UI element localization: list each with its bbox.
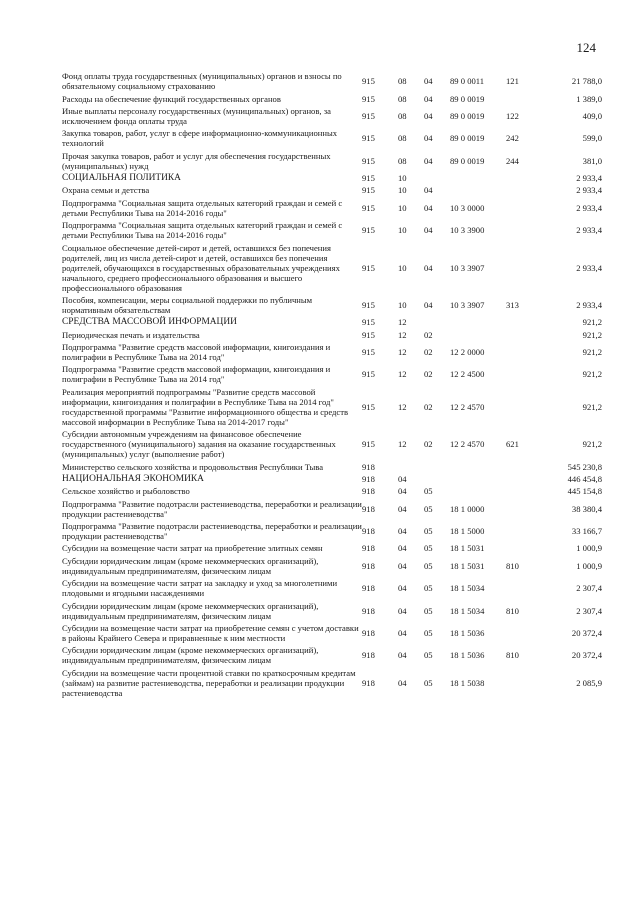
amount: 921,2	[582, 369, 602, 380]
subsection-code: 04	[424, 225, 433, 236]
amount: 1 000,9	[576, 543, 602, 554]
table-row	[62, 555, 602, 577]
subsection-code: 04	[424, 262, 433, 273]
section-code: 10	[398, 299, 407, 310]
table-row	[62, 542, 602, 554]
target-article-code	[450, 172, 506, 184]
subsection-code	[424, 460, 450, 472]
table-row	[62, 219, 602, 241]
table-row	[62, 341, 602, 363]
expense-type-code: 244	[506, 155, 519, 166]
expense-type-code	[506, 542, 536, 554]
amount: 2 085,9	[576, 677, 602, 688]
target-article-code	[450, 316, 506, 328]
expense-type-code	[506, 498, 536, 520]
dept-code: 918	[362, 605, 375, 616]
subsection-code: 05	[424, 543, 433, 554]
amount: 2 933,4	[576, 202, 602, 213]
section-code: 12	[398, 329, 407, 340]
row-name: Субсидии на возмещение части затрат на приобретение элитных семян	[62, 543, 323, 554]
subsection-code	[424, 316, 450, 328]
dept-code: 915	[362, 347, 375, 358]
target-article-code: 12 2 4570	[450, 401, 485, 412]
amount: 33 166,7	[571, 526, 602, 537]
target-article-code	[450, 485, 506, 497]
section-code: 12	[398, 369, 407, 380]
table-row	[62, 599, 602, 621]
dept-code: 918	[362, 503, 375, 514]
section-code: 04	[398, 583, 407, 594]
dept-code: 918	[362, 543, 375, 554]
expense-type-code	[506, 329, 536, 341]
row-name: Подпрограмма "Развитие подотрасли растениеводства, переработки и реализации продукции растениеводства"	[62, 521, 362, 542]
row-name: Субсидии юридическим лицам (кроме некоммерческих организаций), индивидуальным предпринимателям, физическим лицам	[62, 600, 319, 621]
table-row	[62, 241, 602, 293]
subsection-code: 04	[424, 133, 433, 144]
subsection-code: 02	[424, 347, 433, 358]
dept-code: 915	[362, 93, 375, 104]
target-article-code: 89 0 0019	[450, 155, 485, 166]
amount: 2 933,4	[576, 185, 602, 196]
amount: 599,0	[582, 133, 602, 144]
amount: 2 933,4	[576, 225, 602, 236]
expense-type-code	[506, 622, 536, 644]
expense-type-code: 121	[506, 76, 519, 87]
expense-type-code	[506, 241, 536, 293]
expense-type-code	[506, 172, 536, 184]
table-row	[62, 386, 602, 428]
table-row	[62, 363, 602, 385]
table-row	[62, 498, 602, 520]
row-name: Пособия, компенсации, меры социальной поддержки по публичным нормативным обязательствам	[62, 294, 313, 315]
table-row	[62, 197, 602, 219]
expense-type-code: 313	[506, 299, 519, 310]
expense-type-code	[506, 667, 536, 699]
table-row	[62, 622, 602, 644]
amount: 409,0	[582, 110, 602, 121]
expense-type-code	[506, 92, 536, 104]
amount: 446 454,8	[567, 473, 602, 484]
subsection-code: 05	[424, 650, 433, 661]
target-article-code: 18 1 5038	[450, 677, 485, 688]
target-article-code	[450, 460, 506, 472]
subsection-code: 02	[424, 439, 433, 450]
target-article-code: 89 0 0011	[450, 76, 485, 87]
subsection-code: 05	[424, 526, 433, 537]
section-code: 04	[398, 473, 407, 484]
target-article-code: 18 1 5031	[450, 560, 485, 571]
table-row	[62, 473, 602, 485]
section-code: 10	[398, 202, 407, 213]
dept-code: 915	[362, 110, 375, 121]
section-code: 04	[398, 560, 407, 571]
row-name: Фонд оплаты труда государственных (муниципальных) органов и взносы по обязательному социальному страхованию	[62, 71, 342, 92]
amount: 921,2	[582, 347, 602, 358]
budget-table	[62, 70, 602, 699]
table-row	[62, 184, 602, 196]
expense-type-code	[506, 341, 536, 363]
subsection-code	[424, 172, 450, 184]
subsection-code: 04	[424, 185, 433, 196]
expense-type-code: 810	[506, 650, 519, 661]
row-name: СОЦИАЛЬНАЯ ПОЛИТИКА	[62, 173, 181, 184]
dept-code: 915	[362, 317, 375, 328]
expense-type-code	[506, 197, 536, 219]
amount: 2 307,4	[576, 583, 602, 594]
dept-code: 915	[362, 202, 375, 213]
dept-code: 915	[362, 185, 375, 196]
expense-type-code	[506, 316, 536, 328]
table-row	[62, 70, 602, 92]
amount: 20 372,4	[571, 627, 602, 638]
expense-type-code	[506, 219, 536, 241]
section-code: 10	[398, 262, 407, 273]
target-article-code: 18 1 5000	[450, 526, 485, 537]
expense-type-code: 242	[506, 133, 519, 144]
amount: 2 933,4	[576, 262, 602, 273]
page-number: 124	[576, 40, 596, 55]
expense-type-code	[506, 386, 536, 428]
section-code	[398, 460, 424, 472]
target-article-code: 18 1 5034	[450, 605, 485, 616]
expense-type-code	[506, 520, 536, 542]
dept-code: 918	[362, 677, 375, 688]
subsection-code: 05	[424, 627, 433, 638]
section-code: 12	[398, 347, 407, 358]
table-row	[62, 316, 602, 328]
row-name: Министерство сельского хозяйства и продовольствия Республики Тыва	[62, 461, 324, 472]
expense-type-code	[506, 485, 536, 497]
table-row	[62, 577, 602, 599]
target-article-code: 12 2 4570	[450, 439, 485, 450]
amount: 1 000,9	[576, 560, 602, 571]
expense-type-code: 621	[506, 439, 519, 450]
section-code: 08	[398, 155, 407, 166]
dept-code: 915	[362, 439, 375, 450]
subsection-code: 05	[424, 560, 433, 571]
subsection-code: 04	[424, 155, 433, 166]
table-row	[62, 485, 602, 497]
subsection-code: 02	[424, 369, 433, 380]
target-article-code: 89 0 0019	[450, 93, 485, 104]
amount: 1 389,0	[576, 93, 602, 104]
amount: 2 933,4	[576, 299, 602, 310]
amount: 921,2	[582, 439, 602, 450]
row-name: Подпрограмма "Развитие средств массовой информации, книгоиздания и полиграфии в Республике Тыва на 2014 год"	[62, 364, 331, 385]
subsection-code: 05	[424, 486, 433, 497]
table-row	[62, 92, 602, 104]
dept-code: 918	[362, 627, 375, 638]
subsection-code	[424, 473, 450, 485]
row-name: Подпрограмма "Развитие средств массовой информации, книгоиздания и полиграфии в Республике Тыва на 2014 год"	[62, 342, 331, 363]
target-article-code	[450, 329, 506, 341]
subsection-code: 05	[424, 605, 433, 616]
section-code: 04	[398, 627, 407, 638]
table-row	[62, 428, 602, 460]
dept-code: 918	[362, 650, 375, 661]
row-name: Закупка товаров, работ, услуг в сфере информационно-коммуникационных технологий	[62, 128, 338, 149]
subsection-code: 05	[424, 503, 433, 514]
table-row	[62, 460, 602, 472]
amount: 2 307,4	[576, 605, 602, 616]
target-article-code: 12 2 4500	[450, 369, 485, 380]
expense-type-code	[506, 473, 536, 485]
section-code: 04	[398, 677, 407, 688]
section-code: 12	[398, 439, 407, 450]
subsection-code: 04	[424, 93, 433, 104]
dept-code: 918	[362, 473, 375, 484]
target-article-code: 18 1 5031	[450, 543, 485, 554]
row-name: Подпрограмма "Социальная защита отдельных категорий граждан и семей с детьми Республики Тыва на 2014-2016 годы"	[62, 220, 343, 241]
row-name: Охрана семьи и детства	[62, 185, 150, 196]
table-row	[62, 127, 602, 149]
row-name: Иные выплаты персоналу государственных (муниципальных) органов, за исключением фонда оплаты труда	[62, 105, 331, 126]
table-row	[62, 644, 602, 666]
dept-code: 915	[362, 369, 375, 380]
row-name: Сельское хозяйство и рыболовство	[62, 486, 190, 497]
section-code: 10	[398, 173, 407, 184]
section-code: 12	[398, 401, 407, 412]
expense-type-code: 810	[506, 560, 519, 571]
table-row	[62, 667, 602, 699]
row-name: Подпрограмма "Развитие подотрасли растениеводства, переработки и реализации продукции растениеводства"	[62, 498, 362, 519]
row-name: Субсидии автономным учреждениям на финансовое обеспечение государственного (муниципального) задания на оказание государственных (муниципальных) услуг (выполнение работ)	[62, 429, 336, 460]
subsection-code: 04	[424, 110, 433, 121]
section-code: 04	[398, 650, 407, 661]
section-code: 04	[398, 605, 407, 616]
dept-code: 915	[362, 155, 375, 166]
target-article-code: 18 1 5036	[450, 627, 485, 638]
section-code: 04	[398, 503, 407, 514]
dept-code: 915	[362, 225, 375, 236]
dept-code: 915	[362, 173, 375, 184]
amount: 921,2	[582, 401, 602, 412]
target-article-code: 10 3 3907	[450, 262, 485, 273]
subsection-code: 02	[424, 329, 433, 340]
row-name: НАЦИОНАЛЬНАЯ ЭКОНОМИКА	[62, 473, 204, 484]
dept-code: 915	[362, 401, 375, 412]
expense-type-code	[506, 184, 536, 196]
row-name: Субсидии юридическим лицам (кроме некоммерческих организаций), индивидуальным предпринимателям, физическим лицам	[62, 645, 319, 666]
row-name: Прочая закупка товаров, работ и услуг для обеспечения государственных (муниципальных) нужд	[62, 150, 331, 171]
section-code: 08	[398, 93, 407, 104]
subsection-code: 05	[424, 677, 433, 688]
row-name: Субсидии на возмещение части процентной ставки по краткосрочным кредитам (займам) на развитие растениеводства, переработки и реализации продукции растениеводства	[62, 667, 356, 698]
dept-code: 918	[362, 486, 375, 497]
table-row	[62, 329, 602, 341]
section-code: 10	[398, 185, 407, 196]
dept-code: 918	[362, 583, 375, 594]
amount: 2 933,4	[576, 173, 602, 184]
dept-code: 918	[362, 560, 375, 571]
target-article-code: 10 3 3900	[450, 225, 485, 236]
amount: 921,2	[582, 317, 602, 328]
row-name: Субсидии юридическим лицам (кроме некоммерческих организаций), индивидуальным предпринимателям, физическим лицам	[62, 555, 319, 576]
section-code: 04	[398, 526, 407, 537]
row-name: Расходы на обеспечение функций государственных органов	[62, 93, 281, 104]
amount: 20 372,4	[571, 650, 602, 661]
expense-type-code: 122	[506, 110, 519, 121]
section-code: 08	[398, 133, 407, 144]
table-row	[62, 150, 602, 172]
target-article-code: 89 0 0019	[450, 110, 485, 121]
row-name: СРЕДСТВА МАССОВОЙ ИНФОРМАЦИИ	[62, 317, 237, 328]
target-article-code: 18 1 0000	[450, 503, 485, 514]
amount: 38 380,4	[571, 503, 602, 514]
dept-code: 915	[362, 76, 375, 87]
expense-type-code	[506, 460, 536, 472]
section-code: 08	[398, 110, 407, 121]
subsection-code: 05	[424, 583, 433, 594]
amount: 21 788,0	[571, 76, 602, 87]
target-article-code: 18 1 5036	[450, 650, 485, 661]
subsection-code: 04	[424, 299, 433, 310]
subsection-code: 02	[424, 401, 433, 412]
amount: 445 154,8	[567, 486, 602, 497]
target-article-code	[450, 184, 506, 196]
section-code: 08	[398, 76, 407, 87]
row-name: Социальное обеспечение детей-сирот и детей, оставшихся без попечения родителей, лиц из числа детей-сирот и детей, оставшихся без попечения родителей, обучающихся в государственных образовательных учреждениях начального, среднего профессионального образования и высшего профессионального образования	[62, 242, 340, 293]
table-row	[62, 105, 602, 127]
table-row	[62, 172, 602, 184]
target-article-code: 18 1 5034	[450, 583, 485, 594]
dept-code: 915	[362, 133, 375, 144]
dept-code: 918	[362, 526, 375, 537]
target-article-code: 10 3 3907	[450, 299, 485, 310]
row-name: Субсидии на возмещение части затрат на приобретение семян с учетом доставки в районы Крайнего Севера и приравненные к ним местности	[62, 622, 359, 643]
amount: 545 230,8	[567, 461, 602, 472]
amount: 921,2	[582, 329, 602, 340]
target-article-code: 12 2 0000	[450, 347, 485, 358]
amount: 381,0	[582, 155, 602, 166]
table-row	[62, 294, 602, 316]
expense-type-code	[506, 363, 536, 385]
section-code: 04	[398, 543, 407, 554]
row-name: Реализация мероприятий подпрограммы "Развитие средств массовой информации, книгоиздания и полиграфии в Республике Тыва на 2014 год" государственной программы "Развитие информационного общества и средств массовой информации в Республике Тыва на 2014-2017 годы"	[62, 386, 349, 427]
row-name: Периодическая печать и издательства	[62, 329, 200, 340]
section-code: 10	[398, 225, 407, 236]
dept-code: 915	[362, 329, 375, 340]
expense-type-code: 810	[506, 605, 519, 616]
target-article-code: 89 0 0019	[450, 133, 485, 144]
section-code: 04	[398, 486, 407, 497]
target-article-code	[450, 473, 506, 485]
table-row	[62, 520, 602, 542]
row-name: Подпрограмма "Социальная защита отдельных категорий граждан и семей с детьми Республики Тыва на 2014-2016 годы"	[62, 197, 343, 218]
section-code: 12	[398, 317, 407, 328]
target-article-code: 10 3 0000	[450, 202, 485, 213]
dept-code: 918	[362, 461, 375, 472]
subsection-code: 04	[424, 202, 433, 213]
dept-code: 915	[362, 262, 375, 273]
expense-type-code	[506, 577, 536, 599]
row-name: Субсидии на возмещение части затрат на закладку и уход за многолетними плодовыми и ягодными насаждениями	[62, 578, 338, 599]
dept-code: 915	[362, 299, 375, 310]
subsection-code: 04	[424, 76, 433, 87]
